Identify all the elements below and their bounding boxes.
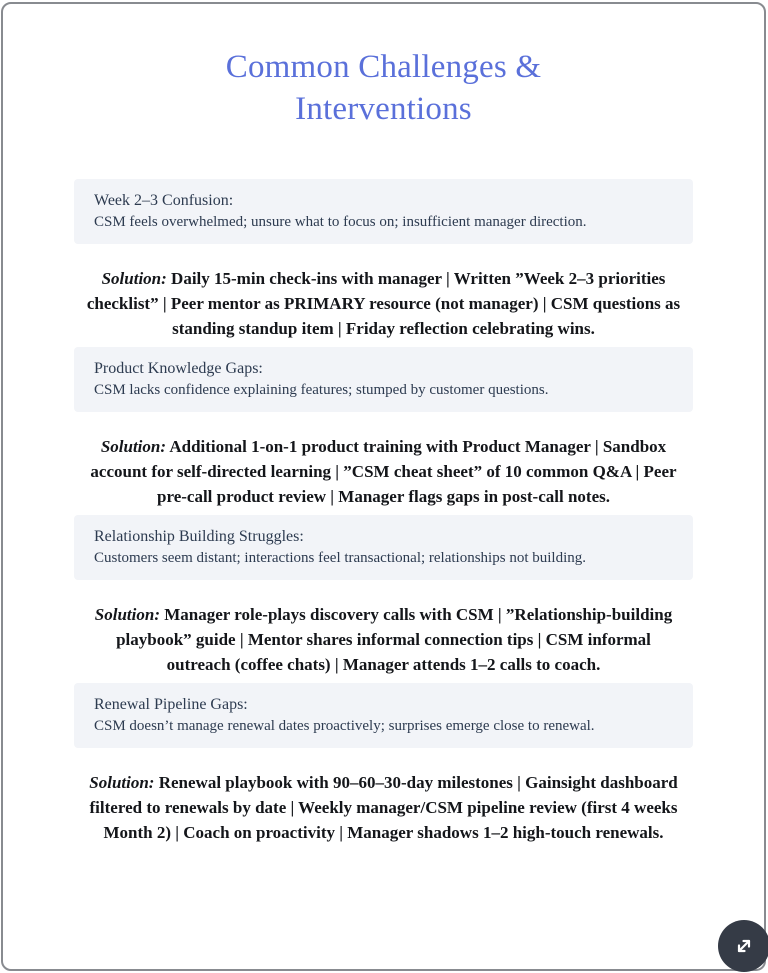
solution-paragraph bbox=[83, 602, 685, 677]
sections-container bbox=[3, 179, 764, 845]
section-renewal-pipeline-gaps bbox=[3, 683, 764, 845]
challenge-title: Renewal Pipeline Gaps: bbox=[94, 696, 248, 713]
challenge-title: Product Knowledge Gaps: bbox=[94, 360, 263, 377]
solution-label: Solution: bbox=[89, 773, 155, 792]
challenge-box bbox=[74, 683, 693, 748]
solution-text: Daily 15-min check-ins with manager | Written ”Week 2–3 priorities checklist” | Peer mentor as PRIMARY resource (not manager) | CSM questions as standing standup item | Friday reflection celebrating wins. bbox=[86, 269, 681, 338]
solution-text: Renewal playbook with 90–60–30-day milestones | Gainsight dashboard filtered to renewals by date | Weekly manager/CSM pipeline review (first 4 weeks Month 2) | Coach on proactivity | Manager shadows 1–2 high-touch renewals. bbox=[89, 773, 678, 842]
challenge-box bbox=[74, 179, 693, 244]
section-relationship-building-struggles bbox=[3, 515, 764, 677]
solution-label: Solution: bbox=[100, 437, 167, 456]
challenge-description: CSM lacks confidence explaining features; stumped by customer questions. bbox=[94, 382, 549, 398]
challenge-description: Customers seem distant; interactions feel transactional; relationships not building. bbox=[94, 550, 586, 566]
solution-label: Solution: bbox=[94, 605, 160, 624]
solution-text: Manager role-plays discovery calls with CSM | ”Relationship-building playbook” guide | Mentor shares informal connection tips | CSM informal outreach (coffee chats) | Manager attends 1–2 calls to coach. bbox=[116, 605, 673, 674]
section-product-knowledge-gaps bbox=[3, 347, 764, 509]
solution-text: Additional 1-on-1 product training with Product Manager | Sandbox account for self-directed learning | ”CSM cheat sheet” of 10 common Q&A | Peer pre-call product review | Manager flags gaps in post-call notes. bbox=[90, 437, 677, 506]
solution-paragraph bbox=[83, 266, 685, 341]
solution-label: Solution: bbox=[101, 269, 167, 288]
challenge-title: Relationship Building Struggles: bbox=[94, 528, 304, 545]
challenge-title: Week 2–3 Confusion: bbox=[94, 192, 234, 209]
challenge-box bbox=[74, 515, 693, 580]
challenge-description: CSM feels overwhelmed; unsure what to focus on; insufficient manager direction. bbox=[94, 214, 587, 230]
challenge-box bbox=[74, 347, 693, 412]
solution-paragraph bbox=[83, 770, 685, 845]
page-title: Common Challenges & Interventions bbox=[225, 49, 542, 127]
solution-paragraph bbox=[83, 434, 685, 509]
document-page bbox=[1, 2, 766, 971]
expand-button[interactable] bbox=[718, 920, 768, 972]
section-week-2-3-confusion bbox=[3, 179, 764, 341]
challenge-description: CSM doesn’t manage renewal dates proactively; surprises emerge close to renewal. bbox=[94, 718, 595, 734]
expand-diagonal-arrows-icon bbox=[732, 934, 756, 958]
